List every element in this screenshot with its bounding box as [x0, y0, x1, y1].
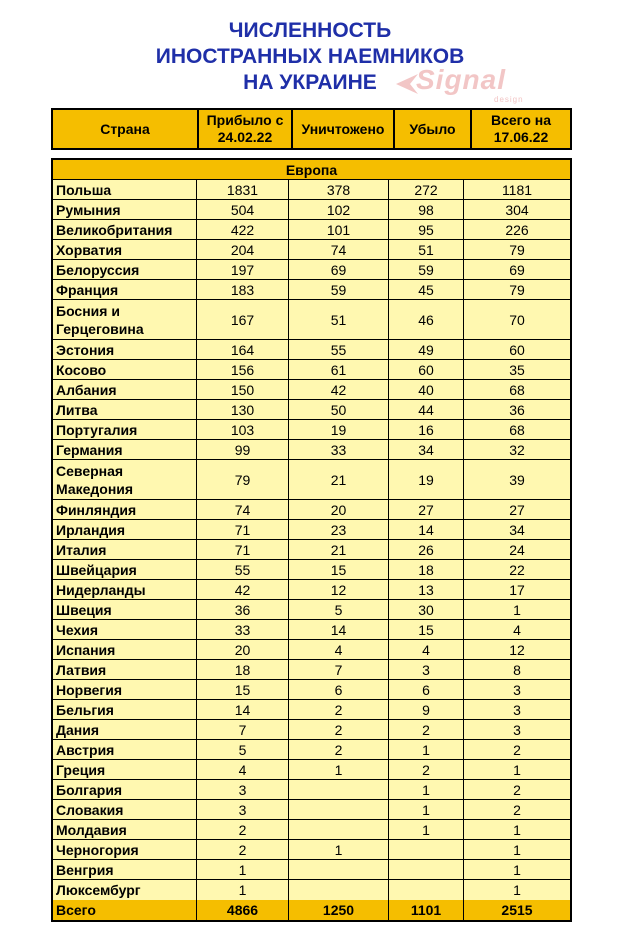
table-row [53, 580, 570, 600]
left-cell: 14 [389, 520, 464, 539]
arrived-cell: 71 [197, 540, 289, 559]
destroyed-cell: 55 [289, 340, 389, 359]
country-cell: Эстония [53, 340, 197, 359]
table-row [53, 620, 570, 640]
destroyed-cell: 42 [289, 380, 389, 399]
destroyed-cell: 2 [289, 700, 389, 719]
arrived-cell: 36 [197, 600, 289, 619]
arrived-cell: 103 [197, 420, 289, 439]
total-cell: 1 [513, 821, 521, 838]
left-cell: 272 [389, 180, 464, 199]
country-cell: Нидерланды [53, 580, 197, 599]
arrived-cell: 42 [197, 580, 289, 599]
country-cell: Италия [53, 540, 197, 559]
table-row [53, 340, 570, 360]
left-cell: 15 [389, 620, 464, 639]
destroyed-cell: 14 [289, 620, 389, 639]
total-cell: 1 [513, 761, 521, 778]
destroyed-cell [289, 800, 389, 819]
country-cell: Люксембург [53, 880, 197, 900]
arrived-cell: 197 [197, 260, 289, 279]
arrived-cell: 504 [197, 200, 289, 219]
total-cell: 2 [513, 741, 521, 758]
totals-arrived: 4866 [197, 900, 289, 920]
total-cell: 34 [509, 521, 525, 538]
table-row [53, 460, 570, 500]
table-row [53, 260, 570, 280]
country-cell: Германия [53, 440, 197, 459]
arrived-cell: 2 [197, 840, 289, 859]
arrived-cell: 79 [197, 460, 289, 499]
destroyed-cell: 12 [289, 580, 389, 599]
total-cell: 1 [513, 861, 521, 878]
header-destroyed: Уничтожено [293, 110, 395, 148]
table-row [53, 800, 570, 820]
left-cell: 6 [389, 680, 464, 699]
table-row [53, 780, 570, 800]
table-row [53, 700, 570, 720]
header-left: Убыло [395, 110, 472, 148]
total-cell: 3 [513, 701, 521, 718]
arrived-cell: 7 [197, 720, 289, 739]
total-cell: 304 [505, 201, 529, 218]
total-cell: 4 [513, 621, 521, 638]
signal-logo [394, 66, 574, 106]
arrived-cell: 14 [197, 700, 289, 719]
table-row [53, 400, 570, 420]
header-arrived: Прибыло с 24.02.22 [199, 110, 293, 148]
left-cell: 95 [389, 220, 464, 239]
destroyed-cell: 51 [289, 300, 389, 339]
left-cell: 49 [389, 340, 464, 359]
left-cell: 1 [389, 800, 464, 819]
total-cell: 1 [513, 841, 521, 858]
country-cell: Швеция [53, 600, 197, 619]
arrived-cell: 164 [197, 340, 289, 359]
country-cell: Косово [53, 360, 197, 379]
table-row [53, 220, 570, 240]
arrived-cell: 156 [197, 360, 289, 379]
total-cell: 35 [509, 361, 525, 378]
table-row [53, 840, 570, 860]
table-header [51, 108, 572, 150]
table-row [53, 560, 570, 580]
total-cell: 1 [513, 882, 521, 898]
table-row [53, 420, 570, 440]
country-cell: Австрия [53, 740, 197, 759]
totals-label: Всего [53, 900, 197, 920]
left-cell: 18 [389, 560, 464, 579]
country-cell: Северная Македония [53, 460, 197, 499]
total-cell: 36 [509, 401, 525, 418]
table-row [53, 440, 570, 460]
destroyed-cell: 7 [289, 660, 389, 679]
left-cell: 60 [389, 360, 464, 379]
country-cell: Румыния [53, 200, 197, 219]
total-cell: 79 [509, 281, 525, 298]
country-cell: Черногория [53, 840, 197, 859]
country-cell: Латвия [53, 660, 197, 679]
left-cell: 1 [389, 740, 464, 759]
totals-destroyed: 1250 [289, 900, 389, 920]
table-row [53, 600, 570, 620]
table-row [53, 740, 570, 760]
country-cell: Франция [53, 280, 197, 299]
destroyed-cell: 15 [289, 560, 389, 579]
left-cell: 1 [389, 780, 464, 799]
table-row [53, 200, 570, 220]
arrived-cell: 20 [197, 640, 289, 659]
destroyed-cell: 20 [289, 500, 389, 519]
total-cell: 32 [509, 441, 525, 458]
header-total: Всего на 17.06.22 [490, 112, 551, 145]
arrived-cell: 2 [197, 820, 289, 839]
total-cell: 68 [509, 421, 525, 438]
arrived-cell: 1 [197, 880, 289, 900]
left-cell: 34 [389, 440, 464, 459]
left-cell [389, 860, 464, 879]
country-cell: Молдавия [53, 820, 197, 839]
totals-left: 1101 [389, 900, 464, 920]
arrived-cell: 3 [197, 780, 289, 799]
table-row [53, 300, 570, 340]
left-cell: 2 [389, 720, 464, 739]
left-cell: 44 [389, 400, 464, 419]
destroyed-cell: 33 [289, 440, 389, 459]
total-cell: 2 [513, 801, 521, 818]
table-row [53, 680, 570, 700]
table-row [53, 660, 570, 680]
destroyed-cell: 1 [289, 760, 389, 779]
destroyed-cell: 61 [289, 360, 389, 379]
table-row [53, 360, 570, 380]
destroyed-cell: 6 [289, 680, 389, 699]
destroyed-cell: 2 [289, 720, 389, 739]
arrived-cell: 33 [197, 620, 289, 639]
total-cell: 39 [509, 471, 525, 488]
destroyed-cell: 101 [289, 220, 389, 239]
arrived-cell: 130 [197, 400, 289, 419]
destroyed-cell: 19 [289, 420, 389, 439]
total-cell: 79 [509, 241, 525, 258]
arrived-cell: 71 [197, 520, 289, 539]
left-cell [389, 840, 464, 859]
total-cell: 24 [509, 541, 525, 558]
country-cell: Норвегия [53, 680, 197, 699]
left-cell: 9 [389, 700, 464, 719]
totals-row [53, 900, 570, 920]
total-cell: 3 [513, 721, 521, 738]
title-line-3: НА УКРАИНЕ [243, 71, 377, 94]
destroyed-cell: 5 [289, 600, 389, 619]
left-cell: 59 [389, 260, 464, 279]
table-row [53, 520, 570, 540]
total-cell: 8 [513, 661, 521, 678]
destroyed-cell [289, 860, 389, 879]
total-cell: 22 [509, 561, 525, 578]
left-cell: 51 [389, 240, 464, 259]
destroyed-cell: 21 [289, 540, 389, 559]
table-row [53, 720, 570, 740]
total-cell: 60 [509, 341, 525, 358]
destroyed-cell [289, 780, 389, 799]
table-row [53, 640, 570, 660]
left-cell: 16 [389, 420, 464, 439]
total-cell: 68 [509, 381, 525, 398]
total-cell: 70 [509, 311, 525, 328]
destroyed-cell [289, 820, 389, 839]
total-cell: 226 [505, 221, 529, 238]
logo-text: Signal [416, 64, 507, 95]
left-cell: 40 [389, 380, 464, 399]
country-cell: Швейцария [53, 560, 197, 579]
left-cell: 13 [389, 580, 464, 599]
total-cell: 2 [513, 781, 521, 798]
data-table [51, 158, 572, 922]
table-row [53, 380, 570, 400]
left-cell: 30 [389, 600, 464, 619]
destroyed-cell [289, 880, 389, 900]
country-cell: Ирландия [53, 520, 197, 539]
title-line-1: ЧИСЛЕННОСТЬ [228, 19, 392, 42]
section-header: Европа [53, 160, 570, 180]
arrived-cell: 15 [197, 680, 289, 699]
left-cell: 27 [389, 500, 464, 519]
country-cell: Хорватия [53, 240, 197, 259]
header-country: Страна [53, 110, 199, 148]
total-cell: 17 [509, 581, 525, 598]
arrived-cell: 167 [197, 300, 289, 339]
country-cell: Чехия [53, 620, 197, 639]
country-cell: Словакия [53, 800, 197, 819]
table-row [53, 240, 570, 260]
arrived-cell: 18 [197, 660, 289, 679]
destroyed-cell: 378 [289, 180, 389, 199]
arrived-cell: 5 [197, 740, 289, 759]
left-cell: 46 [389, 300, 464, 339]
country-cell: Албания [53, 380, 197, 399]
left-cell: 3 [389, 660, 464, 679]
arrived-cell: 1 [197, 860, 289, 879]
arrived-cell: 4 [197, 760, 289, 779]
destroyed-cell: 1 [289, 840, 389, 859]
table-row [53, 500, 570, 520]
table-row [53, 760, 570, 780]
total-cell: 1181 [501, 181, 533, 198]
country-cell: Болгария [53, 780, 197, 799]
country-cell: Португалия [53, 420, 197, 439]
destroyed-cell: 21 [289, 460, 389, 499]
destroyed-cell: 59 [289, 280, 389, 299]
destroyed-cell: 2 [289, 740, 389, 759]
left-cell [389, 880, 464, 900]
country-cell: Испания [53, 640, 197, 659]
destroyed-cell: 102 [289, 200, 389, 219]
country-cell: Польша [53, 180, 197, 199]
destroyed-cell: 69 [289, 260, 389, 279]
arrived-cell: 422 [197, 220, 289, 239]
arrived-cell: 55 [197, 560, 289, 579]
totals-total: 2515 [501, 902, 533, 918]
country-cell: Греция [53, 760, 197, 779]
left-cell: 1 [389, 820, 464, 839]
table-row [53, 280, 570, 300]
table-row [53, 880, 570, 900]
country-cell: Финляндия [53, 500, 197, 519]
country-cell: Бельгия [53, 700, 197, 719]
country-cell: Босния и Герцеговина [53, 300, 197, 339]
arrived-cell: 3 [197, 800, 289, 819]
arrived-cell: 99 [197, 440, 289, 459]
left-cell: 19 [389, 460, 464, 499]
destroyed-cell: 50 [289, 400, 389, 419]
left-cell: 2 [389, 760, 464, 779]
logo-subtext: design [494, 95, 524, 104]
destroyed-cell: 74 [289, 240, 389, 259]
table-row [53, 860, 570, 880]
left-cell: 4 [389, 640, 464, 659]
country-cell: Дания [53, 720, 197, 739]
country-cell: Великобритания [53, 220, 197, 239]
arrived-cell: 204 [197, 240, 289, 259]
destroyed-cell: 4 [289, 640, 389, 659]
table-row [53, 820, 570, 840]
arrived-cell: 183 [197, 280, 289, 299]
country-cell: Литва [53, 400, 197, 419]
total-cell: 27 [509, 501, 525, 518]
left-cell: 45 [389, 280, 464, 299]
title-line-2: ИНОСТРАННЫХ НАЕМНИКОВ [155, 45, 465, 68]
destroyed-cell: 23 [289, 520, 389, 539]
country-cell: Венгрия [53, 860, 197, 879]
arrived-cell: 74 [197, 500, 289, 519]
country-cell: Белоруссия [53, 260, 197, 279]
table-row [53, 180, 570, 200]
arrived-cell: 1831 [197, 180, 289, 199]
total-cell: 69 [509, 261, 525, 278]
arrived-cell: 150 [197, 380, 289, 399]
total-cell: 12 [509, 641, 525, 658]
total-cell: 3 [513, 681, 521, 698]
table-row [53, 540, 570, 560]
left-cell: 98 [389, 200, 464, 219]
left-cell: 26 [389, 540, 464, 559]
total-cell: 1 [513, 601, 521, 618]
